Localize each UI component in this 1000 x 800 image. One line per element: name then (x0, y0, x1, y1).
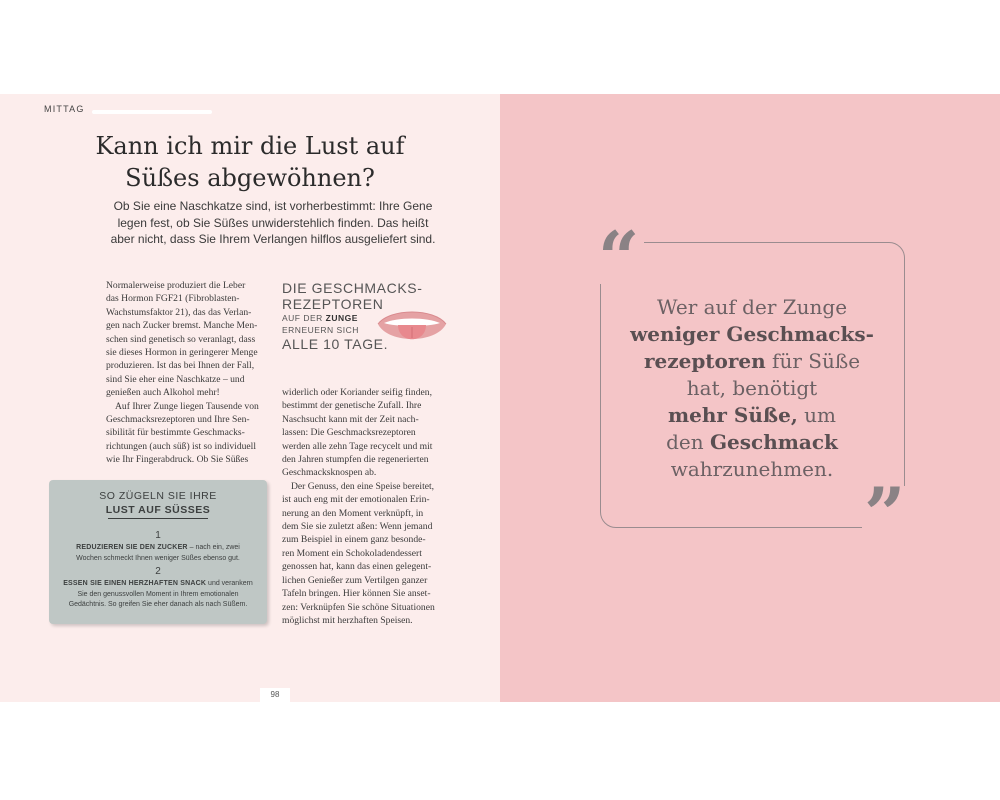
body-line: bestimmt der genetische Zufall. Ihre (282, 400, 422, 412)
body-line: das Hormon FGF21 (Fibroblasten- (106, 293, 240, 305)
tip-number: 1 (155, 530, 161, 541)
body-line: genossen hat, kann das einen gelegent- (282, 561, 432, 573)
tip-box-heading-bold: LUST AUF SÜSSES (105, 504, 211, 516)
intro-line: legen fest, ob Sie Süßes unwiderstehlich finden. Das heißt (117, 215, 429, 230)
body-line: sind Sie eher eine Naschkatze – und (106, 373, 245, 385)
body-line: sibilität für bestimmte Geschmacks- (106, 427, 245, 439)
body-line: Normalerweise produziert die Leber (106, 280, 246, 291)
body-line: richtungen (auch süß) ist so individuell (106, 440, 257, 452)
body-column-left (106, 279, 274, 467)
body-line: widerlich oder Koriander seifig finden, (282, 387, 432, 398)
body-column-right (282, 386, 450, 627)
close-quote-icon: ” (864, 471, 906, 556)
title-line: Kann ich mir die Lust auf (95, 132, 405, 160)
title-line: Süßes abgewöhnen? (125, 164, 375, 192)
quote-emphasis: mehr Süße, (668, 403, 798, 427)
quote-emphasis: rezeptoren (643, 349, 766, 373)
pull-quote (612, 294, 892, 483)
body-line: gen nach Zucker bremst. Manche Men- (106, 320, 258, 332)
body-line: möglichst mit herzhaften Speisen. (282, 614, 413, 626)
callout-emphasis: ZUNGE (325, 313, 358, 323)
callout-line: ALLE 10 TAGE. (282, 336, 389, 352)
book-spread (0, 94, 1000, 702)
tip-line: Sie den genussvollen Moment in Ihrem emotionalen (77, 590, 239, 598)
section-label: MITTAG (44, 104, 85, 114)
tip-item (57, 579, 259, 611)
body-line: ist auch eng mit der emotionalen Erin- (282, 494, 430, 506)
body-line: den Jahren stumpfen die regenerierten (282, 454, 429, 466)
quote-text: um (797, 403, 836, 427)
body-line: Wachstumsfaktor 21), das das Verlan- (106, 306, 252, 318)
tip-line (57, 543, 259, 554)
body-line: produzieren. Ist das bei Ihnen der Fall, (106, 360, 255, 372)
body-line: ren Moment ein Schokoladendessert (282, 547, 422, 559)
tip-box (49, 480, 267, 624)
tip-text: – nach ein, zwei (187, 544, 240, 551)
page-number: 98 (260, 688, 290, 702)
body-line: zum Beispiel in einem ganz besonde- (282, 534, 426, 546)
tip-box-heading: SO ZÜGELN SIE IHRE (99, 490, 217, 502)
tip-emphasis: REDUZIEREN SIE DEN ZUCKER (76, 544, 188, 551)
quote-line (612, 402, 892, 429)
body-line: lassen: Die Geschmacksrezeptoren (282, 427, 416, 439)
open-quote-icon: “ (598, 215, 640, 300)
body-line: genießen auch Alkohol mehr! (106, 387, 220, 399)
body-line: Auf Ihrer Zunge liegen Tausende von (115, 400, 259, 412)
body-line: wie Ihr Fingerabdruck. Ob Sie Süßes (106, 454, 249, 466)
tip-number: 2 (155, 566, 161, 577)
quote-emphasis: weniger Geschmacks- (630, 322, 874, 346)
body-line: Tafeln bringen. Hier können Sie anset- (282, 588, 431, 600)
body-line: Naschsucht kann mit der Zeit nach- (282, 413, 419, 425)
quote-text: hat, benötigt (686, 376, 818, 400)
quote-text: für Süße (765, 349, 861, 373)
callout-line: ERNEUERN SICH (282, 325, 359, 335)
tip-line: Gedächtnis. So greifen Sie eher danach als nach Süßem. (68, 601, 248, 608)
quote-text: Wer auf der Zunge (656, 295, 848, 319)
tip-text: und verankern (206, 580, 253, 587)
callout-line: REZEPTOREN (282, 296, 384, 312)
quote-line (612, 321, 892, 348)
tip-emphasis: ESSEN SIE EINEN HERZHAFTEN SNACK (63, 580, 207, 587)
tip-line: Wochen schmeckt Ihnen weniger Süßes ebenso gut. (76, 554, 240, 562)
quote-line (612, 429, 892, 456)
intro-line: Ob Sie eine Naschkatze sind, ist vorherbestimmt: Ihre Gene (113, 199, 433, 213)
tip-item (57, 543, 259, 564)
body-line: dem Sie sie zuletzt aßen: Wenn jemand (282, 521, 433, 533)
body-line: lichen Genießer zum Vertilgen ganzer (282, 574, 428, 586)
body-line: sie dieses Hormon in geringerer Menge (106, 347, 258, 359)
quote-line (612, 348, 892, 375)
body-line: werden alle zehn Tage recycelt und mit (282, 440, 433, 452)
intro-text (100, 198, 446, 248)
mouth-tongue-icon (376, 300, 448, 354)
body-line: schen sind genetisch so veranlagt, dass (106, 333, 256, 345)
quote-line (612, 294, 892, 321)
quote-emphasis: Geschmack (709, 430, 838, 454)
tip-box-rule (108, 518, 208, 519)
right-page (500, 94, 1000, 702)
callout-text: AUF DER (282, 313, 326, 323)
body-line: nerung an den Moment verknüpft, in (282, 507, 424, 519)
quote-line (612, 456, 892, 483)
callout-line: DIE GESCHMACKS- (282, 280, 423, 296)
intro-line: aber nicht, dass Sie Ihrem Verlangen hilflos ausgeliefert sind. (110, 232, 436, 246)
tip-line (57, 579, 259, 590)
quote-text: wahrzunehmen. (670, 457, 834, 481)
body-line: Geschmacksknospen ab. (282, 467, 377, 479)
quote-line (612, 375, 892, 402)
body-line: zen: Verknüpfen Sie schöne Situationen (282, 601, 435, 613)
page-title (60, 130, 440, 194)
section-rule (92, 110, 212, 114)
body-line: Der Genuss, den eine Speise bereitet, (291, 480, 435, 492)
quote-text: den (666, 430, 710, 454)
left-page (0, 94, 500, 702)
body-line: Geschmacksrezeptoren und Ihre Sen- (106, 414, 250, 426)
